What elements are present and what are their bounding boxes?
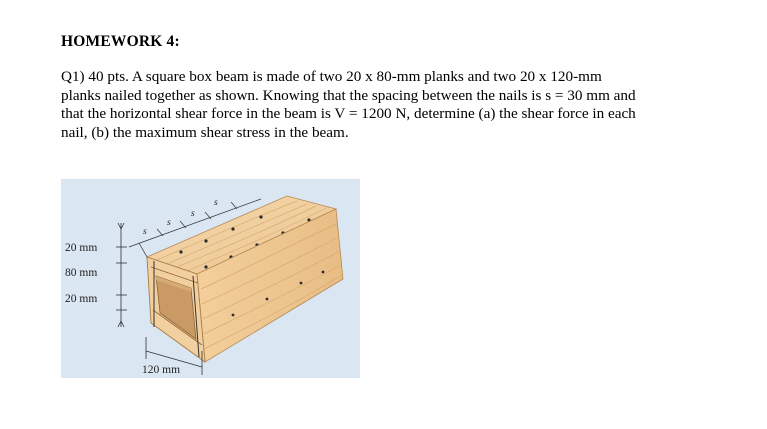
- dim-top-label: 20 mm: [65, 242, 98, 254]
- box-beam-figure: [61, 179, 360, 378]
- box-beam-diagram: [61, 179, 360, 378]
- spacing-label-1: s: [143, 227, 147, 237]
- problem-statement: [61, 68, 701, 142]
- problem-line-1: Q1) 40 pts. A square box beam is made of two 20 x 80-mm planks and two 20 x 120-mm: [61, 68, 602, 85]
- dim-middle-label: 80 mm: [65, 267, 98, 279]
- problem-line-4: nail, (b) the maximum shear stress in the beam.: [61, 123, 349, 141]
- problem-line-2: planks nailed together as shown. Knowing that the spacing between the nails is s = 30 mm and: [61, 86, 636, 104]
- dim-bottom-label: 20 mm: [65, 293, 98, 305]
- vertical-dimension: [116, 223, 127, 327]
- spacing-label-3: s: [191, 209, 195, 219]
- spacing-label-4: s: [214, 198, 218, 208]
- problem-line-3: that the horizontal shear force in the beam is V = 1200 N, determine (a) the shear force in each: [61, 105, 636, 122]
- dim-width-label: 120 mm: [142, 364, 181, 376]
- homework-title: HOMEWORK 4:: [61, 33, 180, 50]
- spacing-label-2: s: [167, 218, 171, 228]
